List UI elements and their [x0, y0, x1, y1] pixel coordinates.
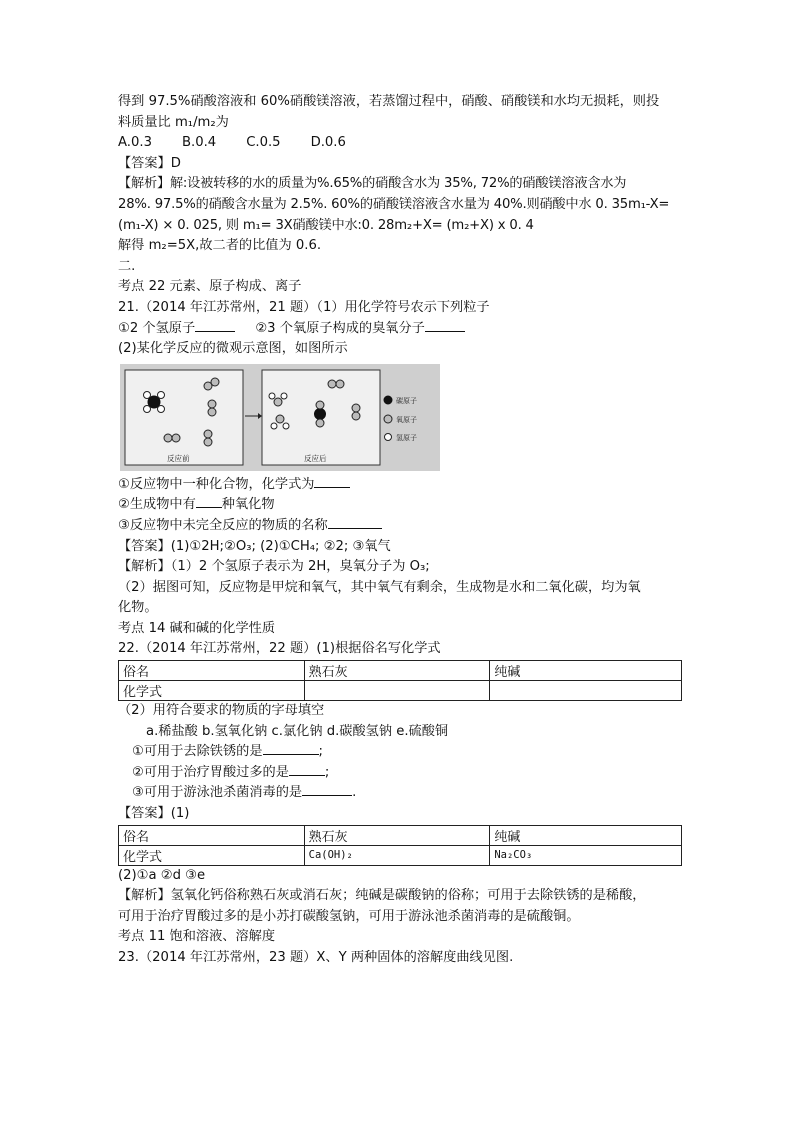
intro-line-2: 料质量比 m₁/m₂为 — [118, 114, 229, 130]
q22-sub2-blank — [289, 763, 325, 776]
q21-sub1-blank — [314, 475, 350, 488]
table-cell: 化学式 — [119, 845, 305, 865]
q21-sub3 — [118, 516, 684, 537]
table-row — [119, 661, 682, 681]
q22-sub2-label: ②可用于治疗胃酸过多的是 — [132, 764, 289, 780]
reaction-arrow-head — [258, 413, 262, 419]
section-heading: 二. — [118, 258, 136, 274]
q22-explain-1: 【解析】氢氧化钙俗称熟石灰或消石灰；纯碱是碳酸钠的俗称；可用于去除铁锈的是稀酸， — [118, 888, 646, 904]
q21-sub3-label: ③反应物中未完全反应的物质的名称 — [118, 517, 328, 533]
q21-topic: 考点 22 元素、原子构成、离子 — [118, 279, 302, 295]
option-a: A.0.3 — [118, 135, 152, 151]
intro-analysis-3: (m₁-X) × 0. 025, 则 m₁= 3X硝酸镁中水:0. 28m₂+X= (m₂+X) x 0. 4 — [118, 217, 534, 233]
q22-sub1-blank — [263, 742, 319, 755]
table-cell: 纯碱 — [490, 825, 682, 845]
q21-explain-3: 化物。 — [118, 600, 158, 616]
intro-analysis-1: 【解析】解:设被转移的水的质量为%.65%的硝酸含水为 35%, 72%的硝酸镁溶液含水为 — [118, 176, 627, 192]
q21-p1a-blank — [195, 319, 235, 332]
q21-sub2-label: ②生成物中有 — [118, 497, 196, 513]
q21-sub1-label: ①反应物中一种化合物，化学式为 — [118, 476, 315, 492]
table-cell: 熟石灰 — [304, 825, 490, 845]
q21-title: 21.（2014 年江苏常州，21 题）（1）用化学符号农示下列粒子 — [118, 299, 490, 315]
q21-sub2-blank — [196, 495, 222, 508]
legend-carbon-icon — [384, 396, 392, 404]
label-before: 反应前 — [167, 453, 190, 463]
table-cell: Na₂CO₃ — [490, 845, 682, 865]
q21-part2: (2)某化学反应的微观示意图，如图所示 — [118, 341, 348, 357]
reaction-diagram — [120, 364, 440, 471]
legend-hydrogen-icon — [385, 433, 392, 440]
table-cell: 熟石灰 — [304, 661, 490, 681]
q22-sub2 — [118, 763, 684, 784]
table-cell — [490, 681, 682, 701]
q22-answer-table — [118, 825, 682, 866]
legend-hydrogen: 氢原子 — [396, 433, 417, 442]
q22-sub2-end: ; — [324, 764, 330, 780]
table-cell: 俗名 — [119, 825, 305, 845]
q21-sub2-tail: 种氧化物 — [221, 497, 275, 513]
intro-analysis-2: 28%. 97.5%的硝酸含水量为 2.5%. 60%的硝酸镁溶液含水量为 40%.则硝酸中水 0. 35m₁-X= — [118, 196, 670, 212]
reaction-diagram-svg — [120, 364, 440, 471]
q22-answer: 【答案】(1) — [118, 806, 190, 822]
q21-p1b-label: ②3 个氧原子构成的臭氧分子 — [255, 320, 425, 336]
q23-topic: 考点 11 饱和溶液、溶解度 — [118, 929, 276, 945]
option-c: C.0.5 — [246, 135, 281, 151]
q22-part2: （2）用符合要求的物质的字母填空 — [118, 703, 325, 719]
table-row — [119, 845, 682, 865]
intro-line-1: 得到 97.5%硝酸溶液和 60%硝酸镁溶液，若蒸馏过程中，硝酸、硝酸镁和水均无损耗，则投 — [118, 94, 660, 109]
q22-answer-2: (2)①a ②d ③e — [118, 867, 206, 883]
q22-sub1-end: ; — [318, 744, 323, 760]
legend-carbon: 碳原子 — [396, 396, 417, 405]
option-d: D.0.6 — [310, 135, 346, 151]
q22-topic: 考点 14 碱和碱的化学性质 — [118, 620, 276, 636]
q22-choices: a.稀盐酸 b.氢氧化钠 c.氯化钠 d.碳酸氢钠 e.硫酸铜 — [146, 723, 449, 739]
q21-p1b-blank — [425, 319, 465, 332]
option-b: B.0.4 — [181, 135, 217, 151]
legend — [384, 396, 417, 442]
q23-title: 23.（2014 年江苏常州，23 题）X、Y 两种固体的溶解度曲线见图. — [118, 950, 514, 965]
q21-answer: 【答案】(1)①2H;②O₃; (2)①CH₄; ②2; ③氧气 — [118, 538, 391, 554]
table-cell — [304, 681, 490, 701]
table-row — [119, 681, 682, 701]
q21-sub1 — [118, 475, 684, 496]
q21-part1 — [118, 319, 684, 340]
table-cell: 俗名 — [119, 661, 305, 681]
q21-sub2 — [118, 495, 684, 516]
q22-sub3-end: . — [352, 785, 357, 801]
q22-sub3-label: ③可用于游泳池杀菌消毒的是 — [132, 785, 303, 801]
intro-analysis-4: 解得 m₂=5X,故二者的比值为 0.6. — [118, 238, 322, 254]
q22-question-table — [118, 660, 682, 701]
label-after: 反应后 — [304, 453, 327, 463]
q21-explain-2: （2）据图可知，反应物是甲烷和氧气，其中氧气有剩余，生成物是水和二氧化碳，均为氧 — [118, 579, 641, 595]
q22-title: 22.（2014 年江苏常州，22 题）(1)根据俗名写化学式 — [118, 641, 441, 657]
legend-oxygen-icon — [384, 415, 392, 423]
q21-sub3-blank — [328, 516, 382, 529]
legend-oxygen: 氧原子 — [396, 415, 417, 424]
intro-answer: 【答案】D — [118, 155, 181, 171]
table-row — [119, 825, 682, 845]
q22-sub1-label: ①可用于去除铁锈的是 — [132, 744, 263, 760]
answer-options — [118, 133, 684, 154]
table-cell: 纯碱 — [490, 661, 682, 681]
before-box — [125, 370, 243, 465]
document-page — [118, 92, 684, 969]
q22-sub1 — [118, 742, 684, 763]
q22-explain-2: 可用于治疗胃酸过多的是小苏打碳酸氢钠，可用于游泳池杀菌消毒的是硫酸铜。 — [118, 908, 580, 924]
q21-p1a-label: ①2 个氢原子 — [118, 320, 196, 336]
q22-sub3-blank — [302, 783, 352, 796]
table-cell: 化学式 — [119, 681, 305, 701]
q21-explain-1: 【解析】（1）2 个氢原子表示为 2H，臭氧分子为 O₃; — [118, 559, 430, 575]
table-cell: Ca(OH)₂ — [304, 845, 490, 865]
q22-sub3 — [118, 783, 684, 804]
